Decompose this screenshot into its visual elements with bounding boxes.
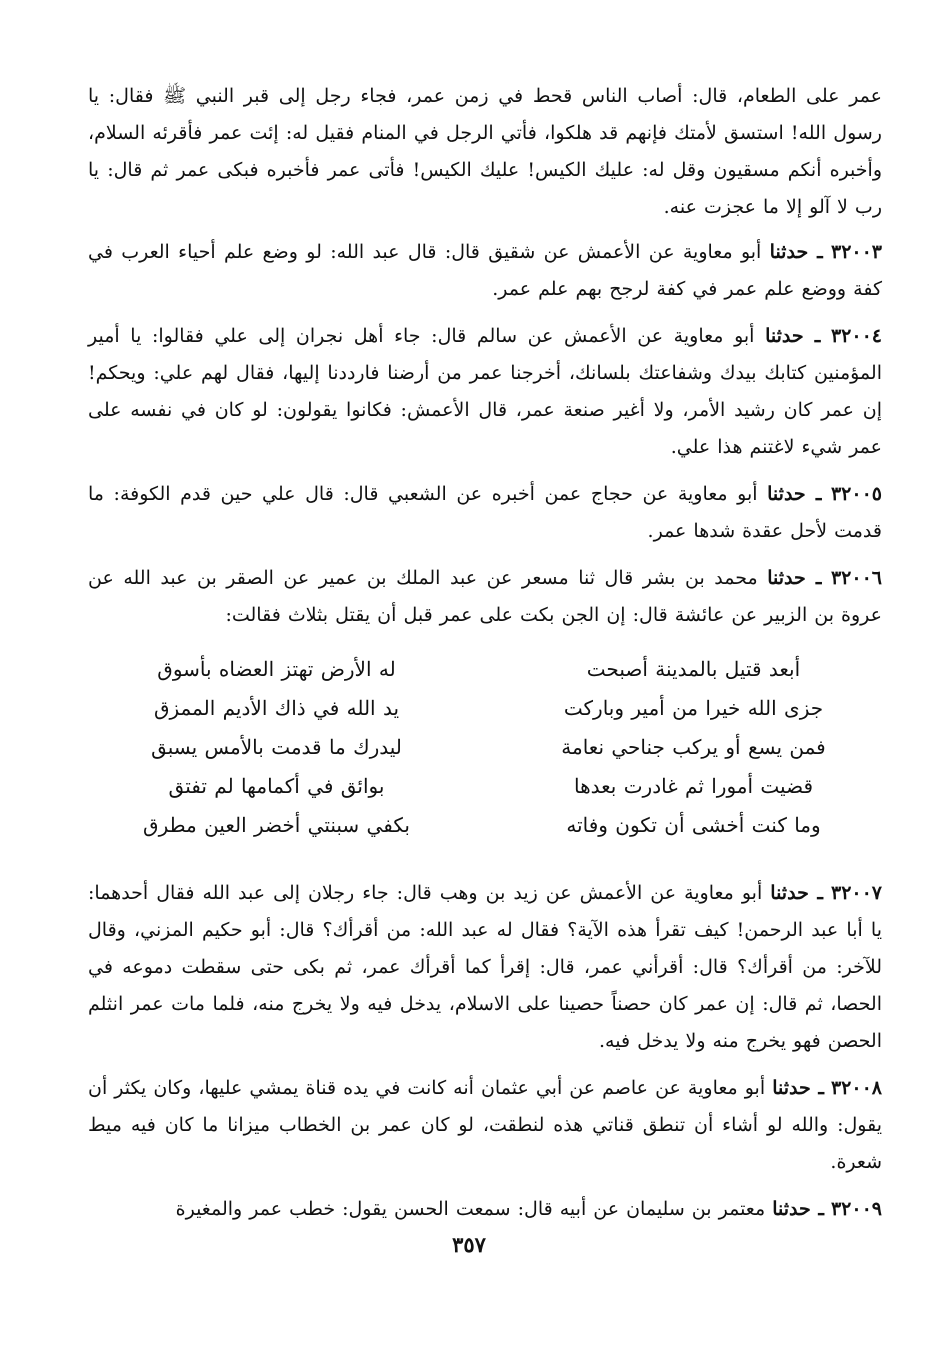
hadith-lead: ـ حدثنا <box>767 483 822 505</box>
poem-verse-1-first-half: أبعد قتيل بالمدينة أصبحت <box>586 657 801 681</box>
hadith-lead: ـ حدثنا <box>770 882 823 904</box>
hadith-number: ٣٢٠٠٩ <box>830 1198 882 1220</box>
poem <box>88 650 882 845</box>
poem-verse-5-first-half: وما كنت أخشى أن تكون وفاته <box>566 813 821 837</box>
hadith-32007 <box>88 875 882 1060</box>
paragraph-continuation <box>88 78 882 226</box>
hadith-number: ٣٢٠٠٨ <box>830 1077 882 1099</box>
page-number: ٣٥٧ <box>452 1232 486 1257</box>
hadith-32009 <box>88 1191 882 1228</box>
hadith-32003 <box>88 234 882 308</box>
hadith-number: ٣٢٠٠٤ <box>830 325 882 347</box>
hadith-lead: ـ حدثنا <box>767 567 822 589</box>
poem-verse-4-first-half: قضيت أمورا ثم غادرت بعدها <box>574 774 813 798</box>
poem-verse-2-second-half: يد الله في ذاك الأديم الممزق <box>153 696 400 720</box>
hadith-text: أبو معاوية عن عاصم عن أبي عثمان أنه كانت في يده قناة يمشي عليها، وكان يكثر أن يقول: والله لو أشاء أن تنطق قناتي هذه لنطقت، لو كان عمر بن الخطاب ميزانا ما كان فيه ميط شعرة. <box>88 1077 882 1173</box>
hadith-text: أبو معاوية عن حجاج عمن أخبره عن الشعبي قال: قال علي حين قدم الكوفة: ما قدمت لأحل عقدة شدها عمر. <box>88 483 882 542</box>
hadith-number: ٣٢٠٠٧ <box>830 882 883 904</box>
hadith-text: أبو معاوية عن الأعمش عن زيد بن وهب قال: جاء رجلان إلى عبد الله فقال أحدهما: يا أبا عبد الرحمن! كيف تقرأ هذه الآية؟ فقال له عبد الله: من أقرأك؟ قال: أبو حكيم المزني، وقال للآخر: من أقرأك؟ قال: أقرأني عمر، قال: إقرأ كما أقرأك عمر، ثم بكى حتى سقطت دموعه في الحصا، ثم قال: إن عمر كان حصناً حصينا على الاسلام، يدخل فيه ولا يخرج منه، فلما مات عمر انثلم الحصن فهو يخرج منه ولا يدخل فيه. <box>88 882 882 1052</box>
hadith-lead: ـ حدثنا <box>765 325 821 347</box>
hadith-32008 <box>88 1070 882 1181</box>
hadith-32005 <box>88 476 882 550</box>
poem-verse-3-first-half: فمن يسع أو يركب جناحي نعامة <box>561 735 826 759</box>
poem-verse-1-second-half: له الأرض تهتز العضاه بأسوق <box>157 657 396 681</box>
hadith-lead: ـ حدثنا <box>769 241 823 263</box>
hadith-number: ٣٢٠٠٥ <box>830 483 882 505</box>
hadith-lead: ـ حدثنا <box>772 1198 824 1220</box>
hadith-text: محمد بن بشر قال ثنا مسعر عن عبد الملك بن عمير عن الصقر بن عبد الله عن عروة بن الزبير عن عائشة قال: إن الجن بكت على عمر قبل أن يقتل بثلاث فقالت: <box>88 567 882 626</box>
hadith-text: معتمر بن سليمان عن أبيه قال: سمعت الحسن يقول: خطب عمر والمغيرة <box>175 1198 766 1220</box>
hadith-32004 <box>88 318 882 466</box>
hadith-lead: ـ حدثنا <box>772 1077 824 1099</box>
hadith-number: ٣٢٠٠٦ <box>830 567 882 589</box>
hadith-32006 <box>88 560 882 634</box>
poem-verse-4-second-half: بوائق في أكمامها لم تفتق <box>168 774 385 798</box>
hadith-text: أبو معاوية عن الأعمش عن شقيق قال: قال عبد الله: لو وضع علم أحياء العرب في كفة ووضع علم عمر في كفة لرجح بهم علم عمر. <box>88 241 882 300</box>
paragraph-text: عمر على الطعام، قال: أصاب الناس قحط في زمن عمر، فجاء رجل إلى قبر النبي ﷺ فقال: يا رسول الله! استسق لأمتك فإنهم قد هلكوا، فأتي الرجل في المنام فقيل له: إئت عمر فأقرئه السلام، وأخبره أنكم مسقيون وقل له: عليك الكيس! عليك الكيس! فأتى عمر فأخبره فبكى عمر ثم قال: يا رب لا آلو إلا ما عجزت عنه. <box>88 85 882 218</box>
poem-verse-2-first-half: جزى الله خيرا من أمير وباركت <box>563 696 824 720</box>
hadith-number: ٣٢٠٠٣ <box>830 241 883 263</box>
page-content <box>88 78 882 1238</box>
poem-verse-5-second-half: بكفي سبنتي أخضر العين مطرق <box>143 813 410 837</box>
poem-verse-3-second-half: ليدرك ما قدمت بالأمس يسبق <box>151 735 402 759</box>
hadith-text: أبو معاوية عن الأعمش عن سالم قال: جاء أهل نجران إلى علي فقالوا: يا أمير المؤمنين كتابك بيدك وشفاعتك بلسانك، أخرجنا عمر من أرضنا فارددنا إليها، فقال لهم علي: ويحكم! إن عمر كان رشيد الأمر، ولا أغير صنعة عمر، قال الأعمش: فكانوا يقولون: لو كان في نفسه على عمر شيء لاغتنم هذا علي. <box>88 325 882 458</box>
